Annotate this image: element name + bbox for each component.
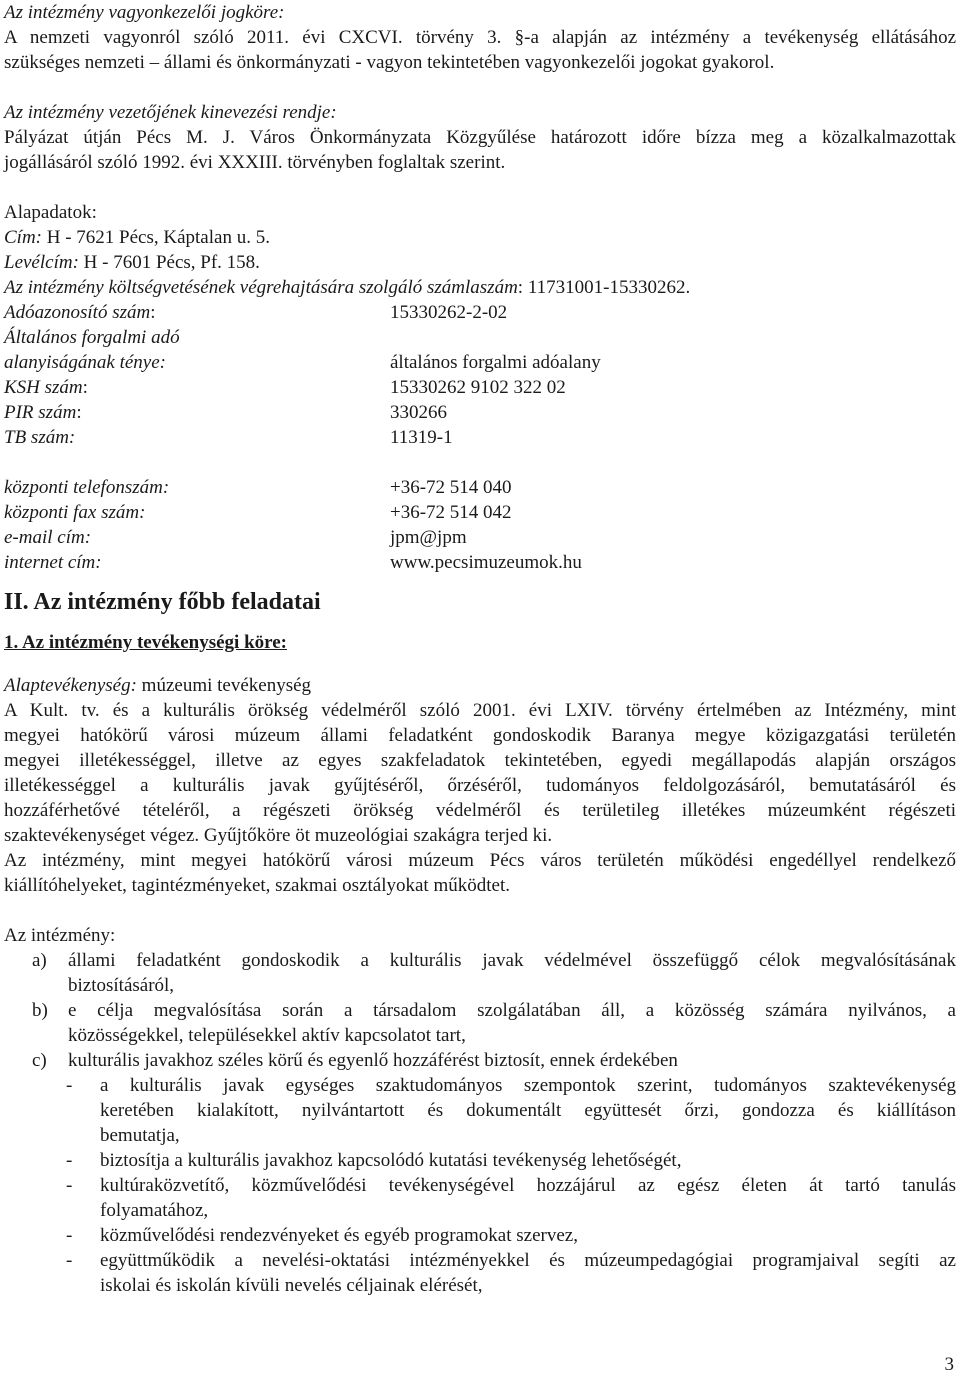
id-label: Általános forgalmi adó [4, 327, 180, 348]
id-row [4, 325, 956, 350]
id-row [4, 350, 956, 375]
list-item-line: kulturális javakhoz széles körű és egyenlő hozzáférést biztosít, ennek érdekében [68, 1050, 678, 1071]
address-value: H - 7621 Pécs, Káptalan u. 5. [42, 227, 270, 248]
list-item-line: közösségekkel, településekkel aktív kapcsolatot tart, [68, 1025, 466, 1046]
id-value: 15330262 9102 322 02 [390, 377, 566, 398]
basic-data-heading: Alapadatok: [4, 202, 97, 223]
sub-list-line: együttműködik a nevelési-oktatási intézményekkel és múzeumpedagógiai programjaival segíti az [100, 1250, 956, 1271]
core-activity-value: múzeumi tevékenység [136, 675, 312, 696]
appointment-line: jogállásáról szóló 1992. évi XXXIII. törvényben foglaltak szerint. [4, 152, 506, 173]
core-activity-label: Alaptevékenység: [4, 675, 137, 696]
id-label: alanyiságának ténye: [4, 352, 166, 373]
list-intro: Az intézmény: [4, 925, 116, 946]
sub-list-line: biztosítja a kulturális javakhoz kapcsolódó kutatási tevékenység lehetőségét, [100, 1150, 682, 1171]
id-label: TB szám: [4, 427, 76, 448]
address-label: Cím: [4, 227, 42, 248]
id-value: 330266 [390, 402, 447, 423]
paragraph-line: szaktevékenységet végez. Gyűjtőköre öt muzeológiai szakágra terjed ki. [4, 825, 553, 846]
sub-list-item [4, 1148, 956, 1173]
sub-list-line: iskolai és iskolán kívüli nevelés céljainak elérését, [100, 1275, 483, 1296]
contact-label: e-mail cím: [4, 527, 92, 548]
sub-list-item [4, 1073, 956, 1148]
page-number: 3 [944, 1354, 954, 1375]
id-value: általános forgalmi adóalany [390, 352, 601, 373]
appointment-line: Pályázat útján Pécs M. J. Város Önkormányzata Közgyűlése határozott időre bízza meg a közalkalmazottak [4, 127, 956, 148]
contact-row [4, 475, 956, 500]
list-item [4, 1048, 956, 1073]
sub-list-line: kultúraközvetítő, közművelődési tevékenységével hozzájárul az egész életen át tartó tanulás [100, 1175, 956, 1196]
sub-list-bullet: - [66, 1150, 73, 1171]
section-title: II. Az intézmény főbb feladatai [4, 589, 321, 615]
subsection-title: 1. Az intézmény tevékenységi köre: [4, 632, 288, 653]
document-page [4, 0, 956, 1298]
id-suffix: : [82, 377, 88, 398]
sub-list-bullet: - [66, 1075, 73, 1096]
appointment-heading: Az intézmény vezetőjének kinevezési rendje: [4, 102, 337, 123]
id-row [4, 425, 956, 450]
paragraph-line: illetékességgel a kulturális javak gyűjtéséről, őrzéséről, tudományos feldolgozásáról, bemutatásáról és [4, 775, 956, 796]
contact-label: központi telefonszám: [4, 477, 170, 498]
paragraph-line: megyei hatókörű városi múzeum állami feladatként gondoskodik Baranya megye közigazgatási területén [4, 725, 956, 746]
sub-list-bullet: - [66, 1225, 73, 1246]
list-item-line: állami feladatként gondoskodik a kulturális javak védelmével összefüggő célok megvalósításának [68, 950, 956, 971]
paragraph-line: megyei illetékességgel, illetve az egyes szakfeladatok tekintetében, egyedi megállapodás alapján országos [4, 750, 956, 771]
list-item-line: e célja megvalósítása során a társadalom szolgálatában áll, a közösség számára nyilvános, a [68, 1000, 956, 1021]
list-item [4, 998, 956, 1048]
list-item-label: b) [32, 1000, 48, 1021]
contact-value: www.pecsimuzeumok.hu [390, 552, 582, 573]
sub-list-line: keretében kialakított, nyilvántartott és dokumentált együttesét őrzi, gondozza és kiállításon [100, 1100, 956, 1121]
sub-list-line: bemutatja, [100, 1125, 180, 1146]
id-suffix: : [150, 302, 156, 323]
sub-list-item [4, 1248, 956, 1298]
mail-address-label: Levélcím: [4, 252, 79, 273]
id-row [4, 300, 956, 325]
authority-line: A nemzeti vagyonról szóló 2011. évi CXCVI. törvény 3. §-a alapján az intézmény a tevékenység ellátásához [4, 27, 956, 48]
contact-value: jpm@jpm [390, 527, 467, 548]
list-item-label: c) [32, 1050, 47, 1071]
contact-row [4, 550, 956, 575]
address-row [4, 225, 956, 250]
id-label: Adóazonosító szám [4, 302, 151, 323]
contact-row [4, 525, 956, 550]
mail-address-value: H - 7601 Pécs, Pf. 158. [78, 252, 260, 273]
id-suffix: : [76, 402, 82, 423]
contact-value: +36-72 514 042 [390, 502, 512, 523]
core-activity-row [4, 673, 956, 698]
paragraph-line: kiállítóhelyeket, tagintézményeket, szakmai osztályokat működtet. [4, 875, 510, 896]
list-item [4, 948, 956, 998]
paragraph-line: Az intézmény, mint megyei hatókörű városi múzeum Pécs város területén működési engedéllyel rendelkező [4, 850, 956, 871]
mail-address-row [4, 250, 956, 275]
contact-label: központi fax szám: [4, 502, 146, 523]
account-label: Az intézmény költségvetésének végrehajtására szolgáló számlaszám [4, 277, 518, 298]
id-value: 11319-1 [390, 427, 453, 448]
paragraph-line: hozzáférhetővé tételéről, a régészeti örökség védelméről és területileg illetékes múzeumként régészeti [4, 800, 956, 821]
sub-list-item [4, 1173, 956, 1223]
id-label: KSH szám [4, 377, 83, 398]
authority-line: szükséges nemzeti – állami és önkormányzati - vagyon tekintetében vagyonkezelői jogokat gyakorol. [4, 52, 775, 73]
sub-list-line: közművelődési rendezvényeket és egyéb programokat szervez, [100, 1225, 578, 1246]
sub-list-bullet: - [66, 1175, 73, 1196]
account-row [4, 275, 956, 300]
paragraph-line: A Kult. tv. és a kulturális örökség védelméről szóló 2001. évi LXIV. törvény értelmében az Intézmény, mint [4, 700, 956, 721]
sub-list-line: a kulturális javak egységes szaktudományos szempontok szerint, tudományos szaktevékenység [100, 1075, 956, 1096]
sub-list-line: folyamatához, [100, 1200, 209, 1221]
sub-list-bullet: - [66, 1250, 73, 1271]
account-value: : 11731001-15330262. [517, 277, 691, 298]
contact-label: internet cím: [4, 552, 102, 573]
id-row [4, 375, 956, 400]
sub-list-item [4, 1223, 956, 1248]
authority-heading: Az intézmény vagyonkezelői jogköre: [4, 2, 285, 23]
id-value: 15330262-2-02 [390, 302, 508, 323]
contact-row [4, 500, 956, 525]
list-item-line: biztosításáról, [68, 975, 175, 996]
id-label: PIR szám [4, 402, 77, 423]
id-row [4, 400, 956, 425]
contact-value: +36-72 514 040 [390, 477, 512, 498]
list-item-label: a) [32, 950, 47, 971]
